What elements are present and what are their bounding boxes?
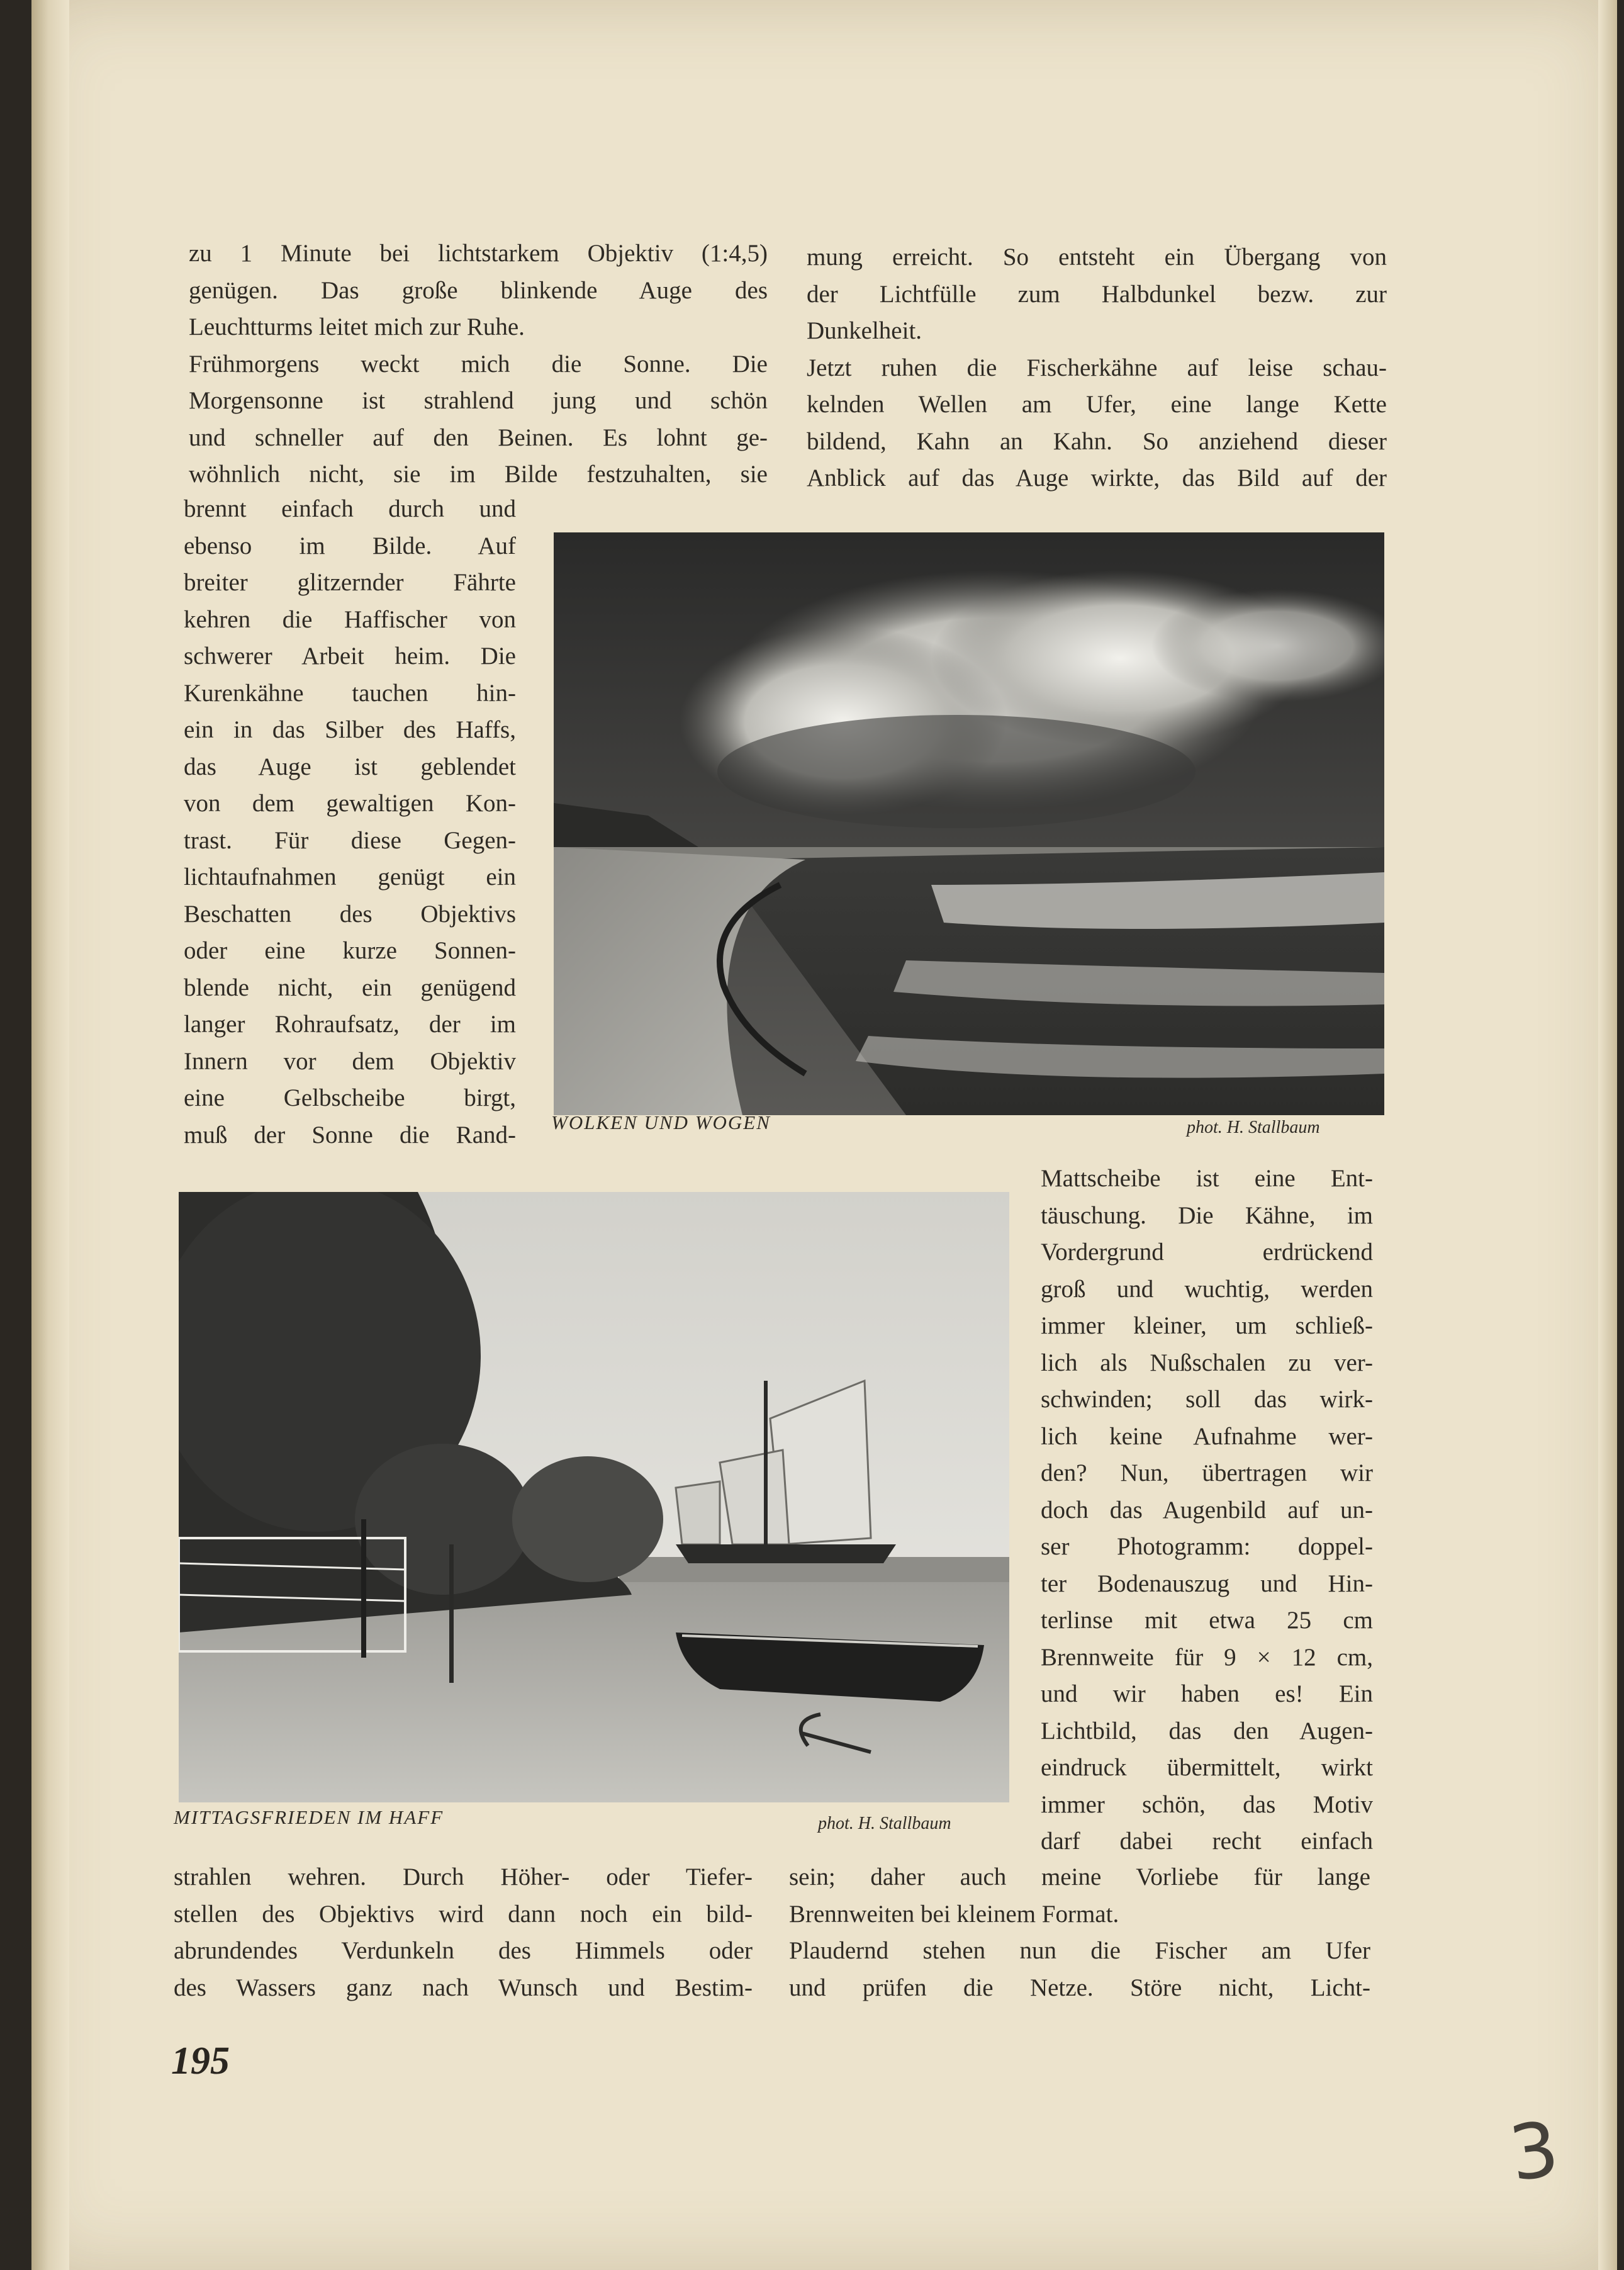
text-line: zu 1 Minute bei lichtstarkem Objektiv (1:4,5) [189, 240, 768, 267]
text-line: trast. Für diese Gegen- [184, 826, 516, 854]
text-line: Mattscheibe ist eine Ent- [1041, 1165, 1373, 1192]
text-line: ser Photogramm: doppel- [1041, 1533, 1373, 1560]
photo-credit: phot. H. Stallbaum [818, 1814, 951, 1833]
text-line: eine Gelbscheibe birgt, [184, 1084, 516, 1111]
text-line: Leuchtturms leitet mich zur Ruhe. [189, 313, 525, 340]
text-line: immer schön, das Motiv [1041, 1790, 1373, 1818]
text-block-bottom-left [174, 1859, 753, 2006]
text-line: lichtaufnahmen genügt ein [184, 863, 516, 891]
page-right-edge [1598, 0, 1617, 2270]
text-line: genügen. Das große blinkende Auge des [189, 276, 768, 304]
text-line: kehren die Haffischer von [184, 605, 516, 633]
text-line: schwerer Arbeit heim. Die [184, 643, 516, 670]
text-line: mung erreicht. So entsteht ein Übergang von [807, 244, 1387, 271]
text-line: eindruck übermittelt, wirkt [1041, 1754, 1373, 1781]
photo-midday-peace-on-haff-image [179, 1192, 1009, 1802]
text-line: kelnden Wellen am Ufer, eine lange Kette [807, 391, 1387, 418]
text-line: stellen des Objektivs wird dann noch ein bild- [174, 1900, 753, 1928]
text-line: den? Nun, übertragen wir [1041, 1459, 1373, 1486]
text-line: Morgensonne ist strahlend jung und schön [189, 387, 768, 414]
text-block-left-narrow [184, 491, 516, 1154]
photo-clouds-and-waves-image [554, 532, 1384, 1115]
text-line: bildend, Kahn an Kahn. So anziehend dieser [807, 427, 1387, 455]
pencil-page-mark: 3 [1504, 2105, 1564, 2199]
text-line: blende nicht, ein genügend [184, 974, 516, 1001]
text-line: das Auge ist geblendet [184, 753, 516, 780]
text-line: groß und wuchtig, werden [1041, 1275, 1373, 1303]
text-line: der Lichtfülle zum Halbdunkel bezw. zur [807, 280, 1387, 308]
text-block-top-left [189, 235, 768, 493]
text-line: langer Rohraufsatz, der im [184, 1011, 516, 1038]
text-line: ein in das Silber des Haffs, [184, 716, 516, 743]
text-line: Plaudernd stehen nun die Fischer am Ufer [789, 1937, 1370, 1964]
photo-caption: WOLKEN UND WOGEN [551, 1111, 771, 1133]
text-line: und wir haben es! Ein [1041, 1680, 1373, 1707]
text-line: täuschung. Die Kähne, im [1041, 1201, 1373, 1229]
text-line: doch das Augenbild auf un- [1041, 1496, 1373, 1524]
text-line: Dunkelheit. [807, 317, 922, 344]
text-line: Brennweiten bei kleinem Format. [789, 1900, 1119, 1928]
text-block-top-right [807, 239, 1387, 497]
text-line: Brennweite für 9 × 12 cm, [1041, 1643, 1373, 1671]
photo-caption: MITTAGSFRIEDEN IM HAFF [174, 1806, 444, 1828]
text-line: darf dabei recht einfach [1041, 1828, 1373, 1855]
photo-credit: phot. H. Stallbaum [1187, 1118, 1320, 1137]
text-line: Anblick auf das Auge wirkte, das Bild auf der [807, 464, 1387, 492]
text-line: lich keine Aufnahme wer- [1041, 1422, 1373, 1450]
text-line: Jetzt ruhen die Fischerkähne auf leise schau- [807, 354, 1387, 381]
text-line: abrundendes Verdunkeln des Himmels oder [174, 1937, 753, 1964]
text-line: ter Bodenauszug und Hin- [1041, 1570, 1373, 1597]
page-number: 195 [171, 2040, 230, 2082]
text-line: ebenso im Bilde. Auf [184, 532, 516, 559]
photo-midday-peace-on-haff [179, 1192, 1009, 1802]
text-line: von dem gewaltigen Kon- [184, 790, 516, 817]
text-line: immer kleiner, um schließ- [1041, 1312, 1373, 1339]
text-line: lich als Nußschalen zu ver- [1041, 1349, 1373, 1376]
text-line: strahlen wehren. Durch Höher- oder Tiefer- [174, 1863, 753, 1891]
text-line: breiter glitzernder Fährte [184, 569, 516, 596]
text-line: Frühmorgens weckt mich die Sonne. Die [189, 350, 768, 378]
text-line: Vordergrund erdrückend [1041, 1239, 1373, 1266]
text-line: Innern vor dem Objektiv [184, 1047, 516, 1075]
text-line: Beschatten des Objektivs [184, 900, 516, 928]
text-block-right-narrow [1041, 1160, 1373, 1860]
text-line: sein; daher auch meine Vorliebe für lange [789, 1863, 1370, 1891]
text-line: und schneller auf den Beinen. Es lohnt ge- [189, 424, 768, 451]
text-line: oder eine kurze Sonnen- [184, 937, 516, 964]
text-line: Kurenkähne tauchen hin- [184, 679, 516, 707]
text-line: muß der Sonne die Rand- [184, 1121, 516, 1149]
text-line: des Wassers ganz nach Wunsch und Bestim- [174, 1974, 753, 2001]
page-fold-shadow [31, 0, 69, 2270]
text-line: terlinse mit etwa 25 cm [1041, 1607, 1373, 1634]
text-line: wöhnlich nicht, sie im Bilde festzuhalten, sie [189, 461, 768, 488]
photo-clouds-and-waves [554, 532, 1384, 1115]
text-line: und prüfen die Netze. Störe nicht, Licht- [789, 1974, 1370, 2001]
text-block-bottom-right [789, 1859, 1370, 2006]
text-line: Lichtbild, das den Augen- [1041, 1717, 1373, 1745]
text-line: schwinden; soll das wirk- [1041, 1386, 1373, 1413]
text-line: brennt einfach durch und [184, 495, 516, 522]
